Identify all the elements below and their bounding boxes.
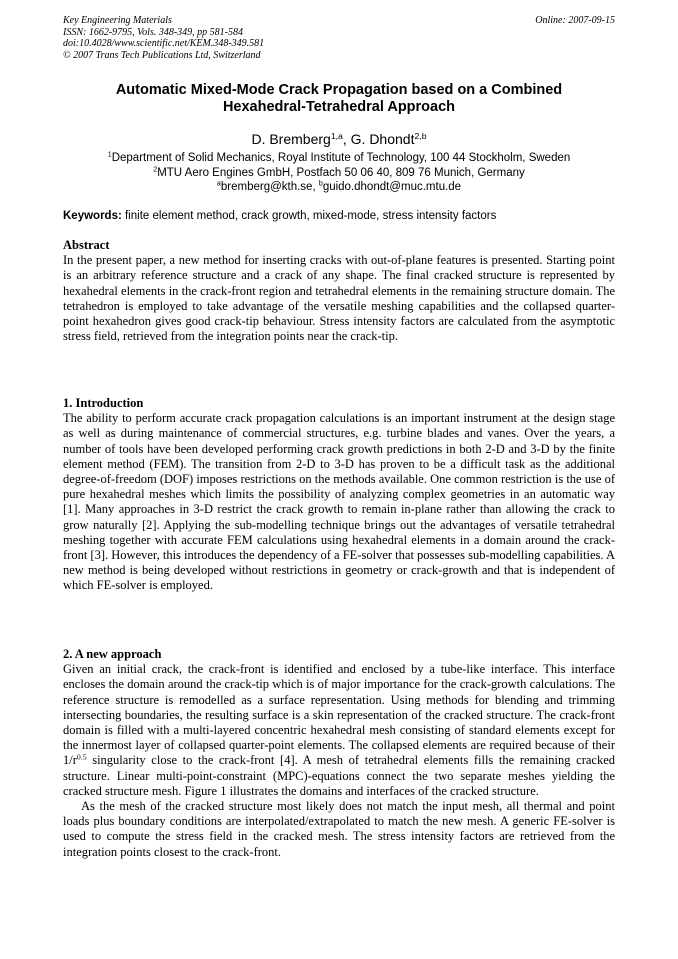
journal-header <box>63 15 615 61</box>
keywords-text: finite element method, crack growth, mixed-mode, stress intensity factors <box>121 210 497 222</box>
affiliations <box>63 151 615 195</box>
abstract-text: In the present paper, a new method for inserting cracks with out-of-plane features is presented. Starting point is an arbitrary reference structure and a crack of any shape. The final cracked structure is represented by hexahedral elements in the crack-front region and tetrahedral elements in the remaining structure domain. The tetrahedron is employed to take advantage of the versatile meshing capabilities and the collapsed quarter-point hexahedron gives good crack-tip behaviour. Stress intensity factors are calculated from the asymptotic stress field, retrieved from the integration points near the crack-tip. <box>63 253 615 344</box>
author-2: G. Dhondt <box>350 131 415 147</box>
introduction-section <box>63 396 615 594</box>
journal-issn: ISSN: 1662-9795, Vols. 348-349, pp 581-584 <box>63 26 243 38</box>
paper-title <box>63 82 615 116</box>
abstract-heading: Abstract <box>63 238 110 252</box>
affiliation-1-mark: 1 <box>107 150 112 159</box>
introduction-heading: 1. Introduction <box>63 396 144 410</box>
new-approach-paragraph-1 <box>63 662 615 799</box>
email-a-mark: a <box>216 179 221 188</box>
paragraph-1-part-b: singularity close to the crack-front [4]. A mesh of tetrahedral elements fills the remaining cracked structure. Linear multi-point-constraint (MPC)-equations connect the two separate meshes yielding the cracked structure mesh. Figure 1 illustrates the domains and interfaces of the cracked structure. <box>63 753 615 798</box>
title-line-2: Hexahedral-Tetrahedral Approach <box>222 99 456 115</box>
author-1: D. Bremberg <box>251 131 331 147</box>
author-list <box>63 131 615 148</box>
author-emails <box>63 180 615 195</box>
author-1-affiliation-mark: 1,a <box>330 130 343 141</box>
keywords-label: Keywords: <box>63 210 122 222</box>
new-approach-section <box>63 647 615 860</box>
singularity-exponent: 0.5 <box>76 752 87 762</box>
introduction-text: The ability to perform accurate crack propagation calculations is an important instrument at the design stage as well as during maintenance of commercial structures, e.g. turbine blades and vanes. Over the years, a number of tools have been developed performing crack growth predictions in both 2-D and 3-D by the finite element method (FEM). The transition from 2-D to 3-D has proven to be a difficult task as the additional degree-of-freedom (DOF) imposes restrictions on the methods available. One common restriction is the use of pure hexahedral meshes which limits the possibility of analyzing complex geometries in an automatic way [1]. Many approaches in 3-D restrict the crack growth to remain in-plane rather than allowing the crack to grow naturally [2]. Applying the sub-modelling technique brings out the advantages of versatile tetrahedral meshing together with accurate FEM calculations using hexahedral elements in a domain around the crack-front [3]. However, this introduces the dependency of a FE-solver that possesses sub-modelling capabilities. A new method is being developed without restrictions in geometry or crack-growth and that is independent of which FE-solver is employed. <box>63 411 615 593</box>
affiliation-1 <box>63 151 615 166</box>
paragraph-1-part-a: Given an initial crack, the crack-front is identified and enclosed by a tube-like interface. This interface encloses the domain around the crack-tip which is of major importance for the crack-growth calculations. The reference structure is remodelled as a surface representation. Using methods for blending and trimming intersecting boundaries, the resulting surface is a skin representation of the cracked structure. The crack-front domain is filled with a multi-layered concentric hexahedral mesh consisting of standard elements except for the innermost layer of collapsed quarter-point elements. The collapsed elements are required because of their 1/r <box>63 662 615 768</box>
email-a: bremberg@kth.se, <box>220 181 319 193</box>
email-b-mark: b <box>318 179 323 188</box>
author-2-affiliation-mark: 2,b <box>414 130 427 141</box>
journal-doi: doi:10.4028/www.scientific.net/KEM.348-349.581 <box>63 38 265 49</box>
online-date: Online: 2007-09-15 <box>535 15 615 26</box>
affiliation-2-mark: 2 <box>153 165 158 174</box>
author-separator: , <box>342 131 351 147</box>
abstract-section <box>63 238 615 344</box>
journal-name: Key Engineering Materials <box>63 15 172 26</box>
affiliation-1-text: Department of Solid Mechanics, Royal Institute of Technology, 100 44 Stockholm, Sweden <box>111 152 571 164</box>
new-approach-heading: 2. A new approach <box>63 647 162 661</box>
affiliation-2 <box>63 166 615 181</box>
title-line-1: Automatic Mixed-Mode Crack Propagation based on a Combined <box>115 82 563 98</box>
journal-copyright: © 2007 Trans Tech Publications Ltd, Switzerland <box>63 49 261 61</box>
affiliation-2-text: MTU Aero Engines GmbH, Postfach 50 06 40, 809 76 Munich, Germany <box>157 166 525 179</box>
email-b: guido.dhondt@muc.mtu.de <box>322 181 462 193</box>
new-approach-paragraph-2: As the mesh of the cracked structure most likely does not match the input mesh, all thermal and point loads plus boundary conditions are interpolated/extrapolated to match the new mesh. A generic FE-solver is used to compute the stress field in the cracked mesh. The stress intensity factors are retrieved from the integration points closest to the crack-front. <box>63 799 615 859</box>
keywords <box>63 209 615 223</box>
